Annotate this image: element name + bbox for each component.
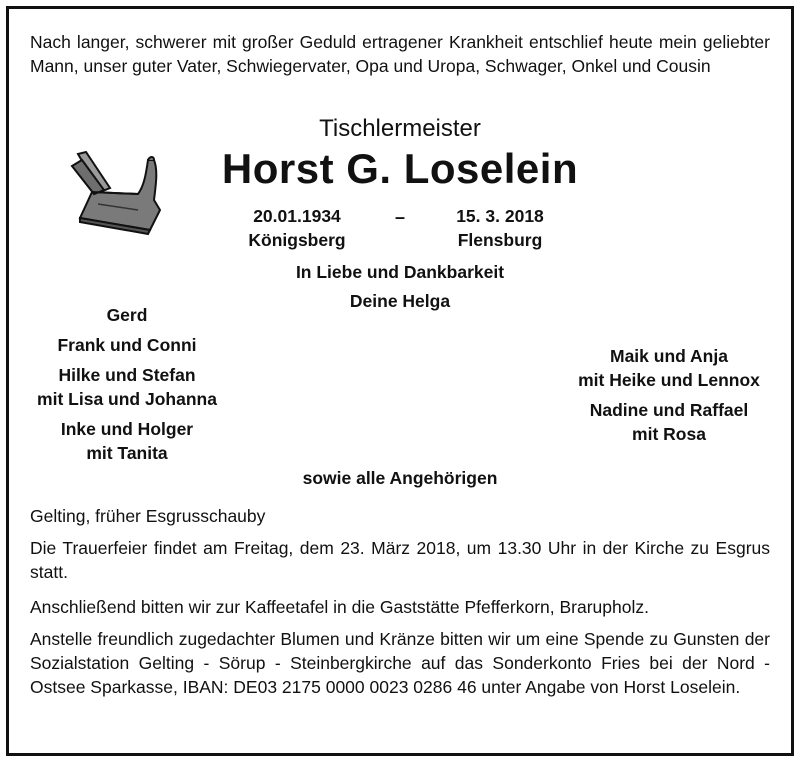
profession-title: Tischlermeister <box>319 115 481 142</box>
residence-line: Gelting, früher Esgrusschauby <box>30 506 266 526</box>
family-line: Hilke und Stefan <box>58 365 196 385</box>
death-info <box>430 204 570 252</box>
family-right <box>560 344 778 452</box>
date-separator: – <box>394 207 405 227</box>
intro-text: Nach langer, schwerer mit großer Geduld ertragener Krankheit entschlief heute mein geliebter Mann, unser guter Vater, Schwiegervater, Opa und Uropa, Schwager, Onkel und Cousin <box>30 32 770 76</box>
family-line: Maik und Anja <box>610 346 728 366</box>
family-line: mit Lisa und Johanna <box>37 389 217 409</box>
family-group <box>22 363 232 411</box>
death-date: 15. 3. 2018 <box>456 206 544 226</box>
family-line: mit Rosa <box>632 424 706 444</box>
family-group <box>22 417 232 465</box>
family-line: Frank und Conni <box>57 335 197 355</box>
family-line: Inke und Holger <box>60 419 194 439</box>
carpenter-plane-icon <box>68 148 176 238</box>
death-place: Flensburg <box>457 230 543 250</box>
family-group <box>22 333 232 357</box>
family-line: Nadine und Raffael <box>589 400 749 420</box>
birth-place: Königsberg <box>248 230 346 250</box>
family-group <box>560 344 778 392</box>
deceased-name: Horst G. Loselein <box>221 145 579 192</box>
coffee-info: Anschließend bitten wir zur Kaffeetafel in die Gaststätte Pfefferkorn, Brarupholz. <box>30 597 649 617</box>
family-line: Gerd <box>106 305 148 325</box>
funeral-info: Die Trauerfeier findet am Freitag, dem 23. März 2018, um 13.30 Uhr in der Kirche zu Esgrus statt. <box>30 538 770 582</box>
family-group <box>22 303 232 327</box>
relatives-line: sowie alle Angehörigen <box>302 468 498 488</box>
donation-info: Anstelle freundlich zugedachter Blumen und Kränze bitten wir um eine Spende zu Gunsten der Sozialstation Gelting - Sörup - Steinbergkirche auf das Sonderkonto Fries bei der Nord - Ostsee Sparkasse, IBAN: DE03 2175 0000 0023 0286 46 unter Angabe von Horst Loselein. <box>30 629 770 697</box>
widow-name: Deine Helga <box>349 291 451 311</box>
family-group <box>560 398 778 446</box>
birth-info <box>232 204 362 252</box>
family-line: mit Tanita <box>86 443 168 463</box>
birth-date: 20.01.1934 <box>253 206 341 226</box>
family-line: mit Heike und Lennox <box>578 370 760 390</box>
family-left <box>22 303 232 471</box>
love-line: In Liebe und Dankbarkeit <box>295 262 505 282</box>
